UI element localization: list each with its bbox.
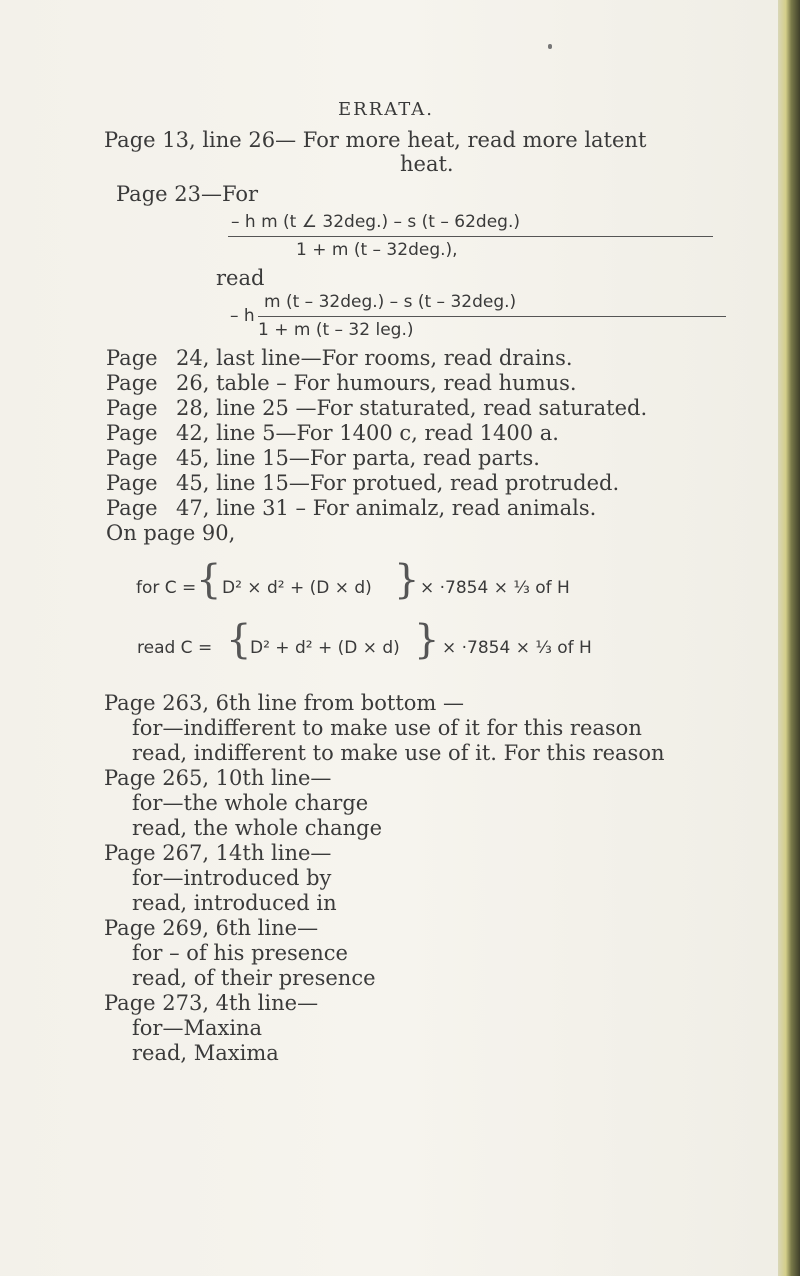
ink-speck <box>548 44 552 49</box>
read-label: read <box>216 266 265 290</box>
errata-line: read, the whole change <box>132 816 383 840</box>
errata-line: read, of their presence <box>132 966 376 990</box>
formula-tail: × ·7854 × ⅓ of H <box>420 578 570 598</box>
errata-entry-heading: Page 23—For <box>116 182 259 206</box>
errata-entry: 45, line 15—For protued, read protruded. <box>176 471 620 495</box>
errata-line: read, introduced in <box>132 891 337 915</box>
errata-entry: 45, line 15—For parta, read parts. <box>176 446 540 470</box>
errata-line: for—introduced by <box>132 866 332 890</box>
fraction-bar <box>258 316 726 317</box>
formula-numerator: – h m (t ∠ 32deg.) – s (t – 62deg.) <box>231 212 520 232</box>
formula-lead: for C = <box>136 578 197 598</box>
errata-line: read, indifferent to make use of it. For this reason <box>132 741 665 765</box>
errata-entry: 24, last line—For rooms, read drains. <box>176 346 573 370</box>
errata-line: for—the whole charge <box>132 791 369 815</box>
errata-entry: 42, line 5—For 1400 c, read 1400 a. <box>176 421 559 445</box>
errata-line: read, Maxima <box>132 1041 279 1065</box>
row-page-label: Page <box>106 496 158 520</box>
row-page-label: Page <box>106 346 158 370</box>
row-page-label: Page <box>106 421 158 445</box>
row-page-label: Page <box>106 471 158 495</box>
errata-line: Page 265, 10th line— <box>104 766 332 790</box>
formula-numerator: m (t – 32deg.) – s (t – 32deg.) <box>264 292 517 312</box>
errata-line: Page 273, 4th line— <box>104 991 319 1015</box>
formula-lead: read C = <box>137 638 213 658</box>
page-edge-shadow <box>778 0 800 1276</box>
errata-line: Page 267, 14th line— <box>104 841 332 865</box>
on-page-label: On page 90, <box>106 521 236 545</box>
formula-denominator: 1 + m (t – 32deg.), <box>296 240 458 260</box>
errata-entry: 28, line 25 —For staturated, read saturated. <box>176 396 648 420</box>
formula-denominator: 1 + m (t – 32 leg.) <box>258 320 414 340</box>
left-brace: { <box>196 557 222 603</box>
fraction-bar <box>228 236 713 237</box>
errata-line: for – of his presence <box>132 941 348 965</box>
errata-line: for—Maxina <box>132 1016 263 1040</box>
errata-line: Page 263, 6th line from bottom — <box>104 691 464 715</box>
errata-entry-continuation: heat. <box>400 152 454 176</box>
right-brace: } <box>394 557 420 603</box>
row-page-label: Page <box>106 371 158 395</box>
formula-inner: D² + d² + (D × d) <box>250 638 400 658</box>
errata-entry: 26, table – For humours, read humus. <box>176 371 577 395</box>
formula-lead: – h <box>230 306 255 326</box>
errata-entry: 47, line 31 – For animalz, read animals. <box>176 496 597 520</box>
left-brace: { <box>226 617 252 663</box>
row-page-label: Page <box>106 446 158 470</box>
errata-title: ERRATA. <box>338 99 435 120</box>
row-page-label: Page <box>106 396 158 420</box>
right-brace: } <box>414 617 440 663</box>
formula-inner: D² × d² + (D × d) <box>222 578 372 598</box>
formula-tail: × ·7854 × ⅓ of H <box>442 638 592 658</box>
errata-line: Page 269, 6th line— <box>104 916 319 940</box>
errata-line: for—indifferent to make use of it for this reason <box>132 716 642 740</box>
errata-entry: Page 13, line 26— For more heat, read more latent <box>104 128 647 152</box>
